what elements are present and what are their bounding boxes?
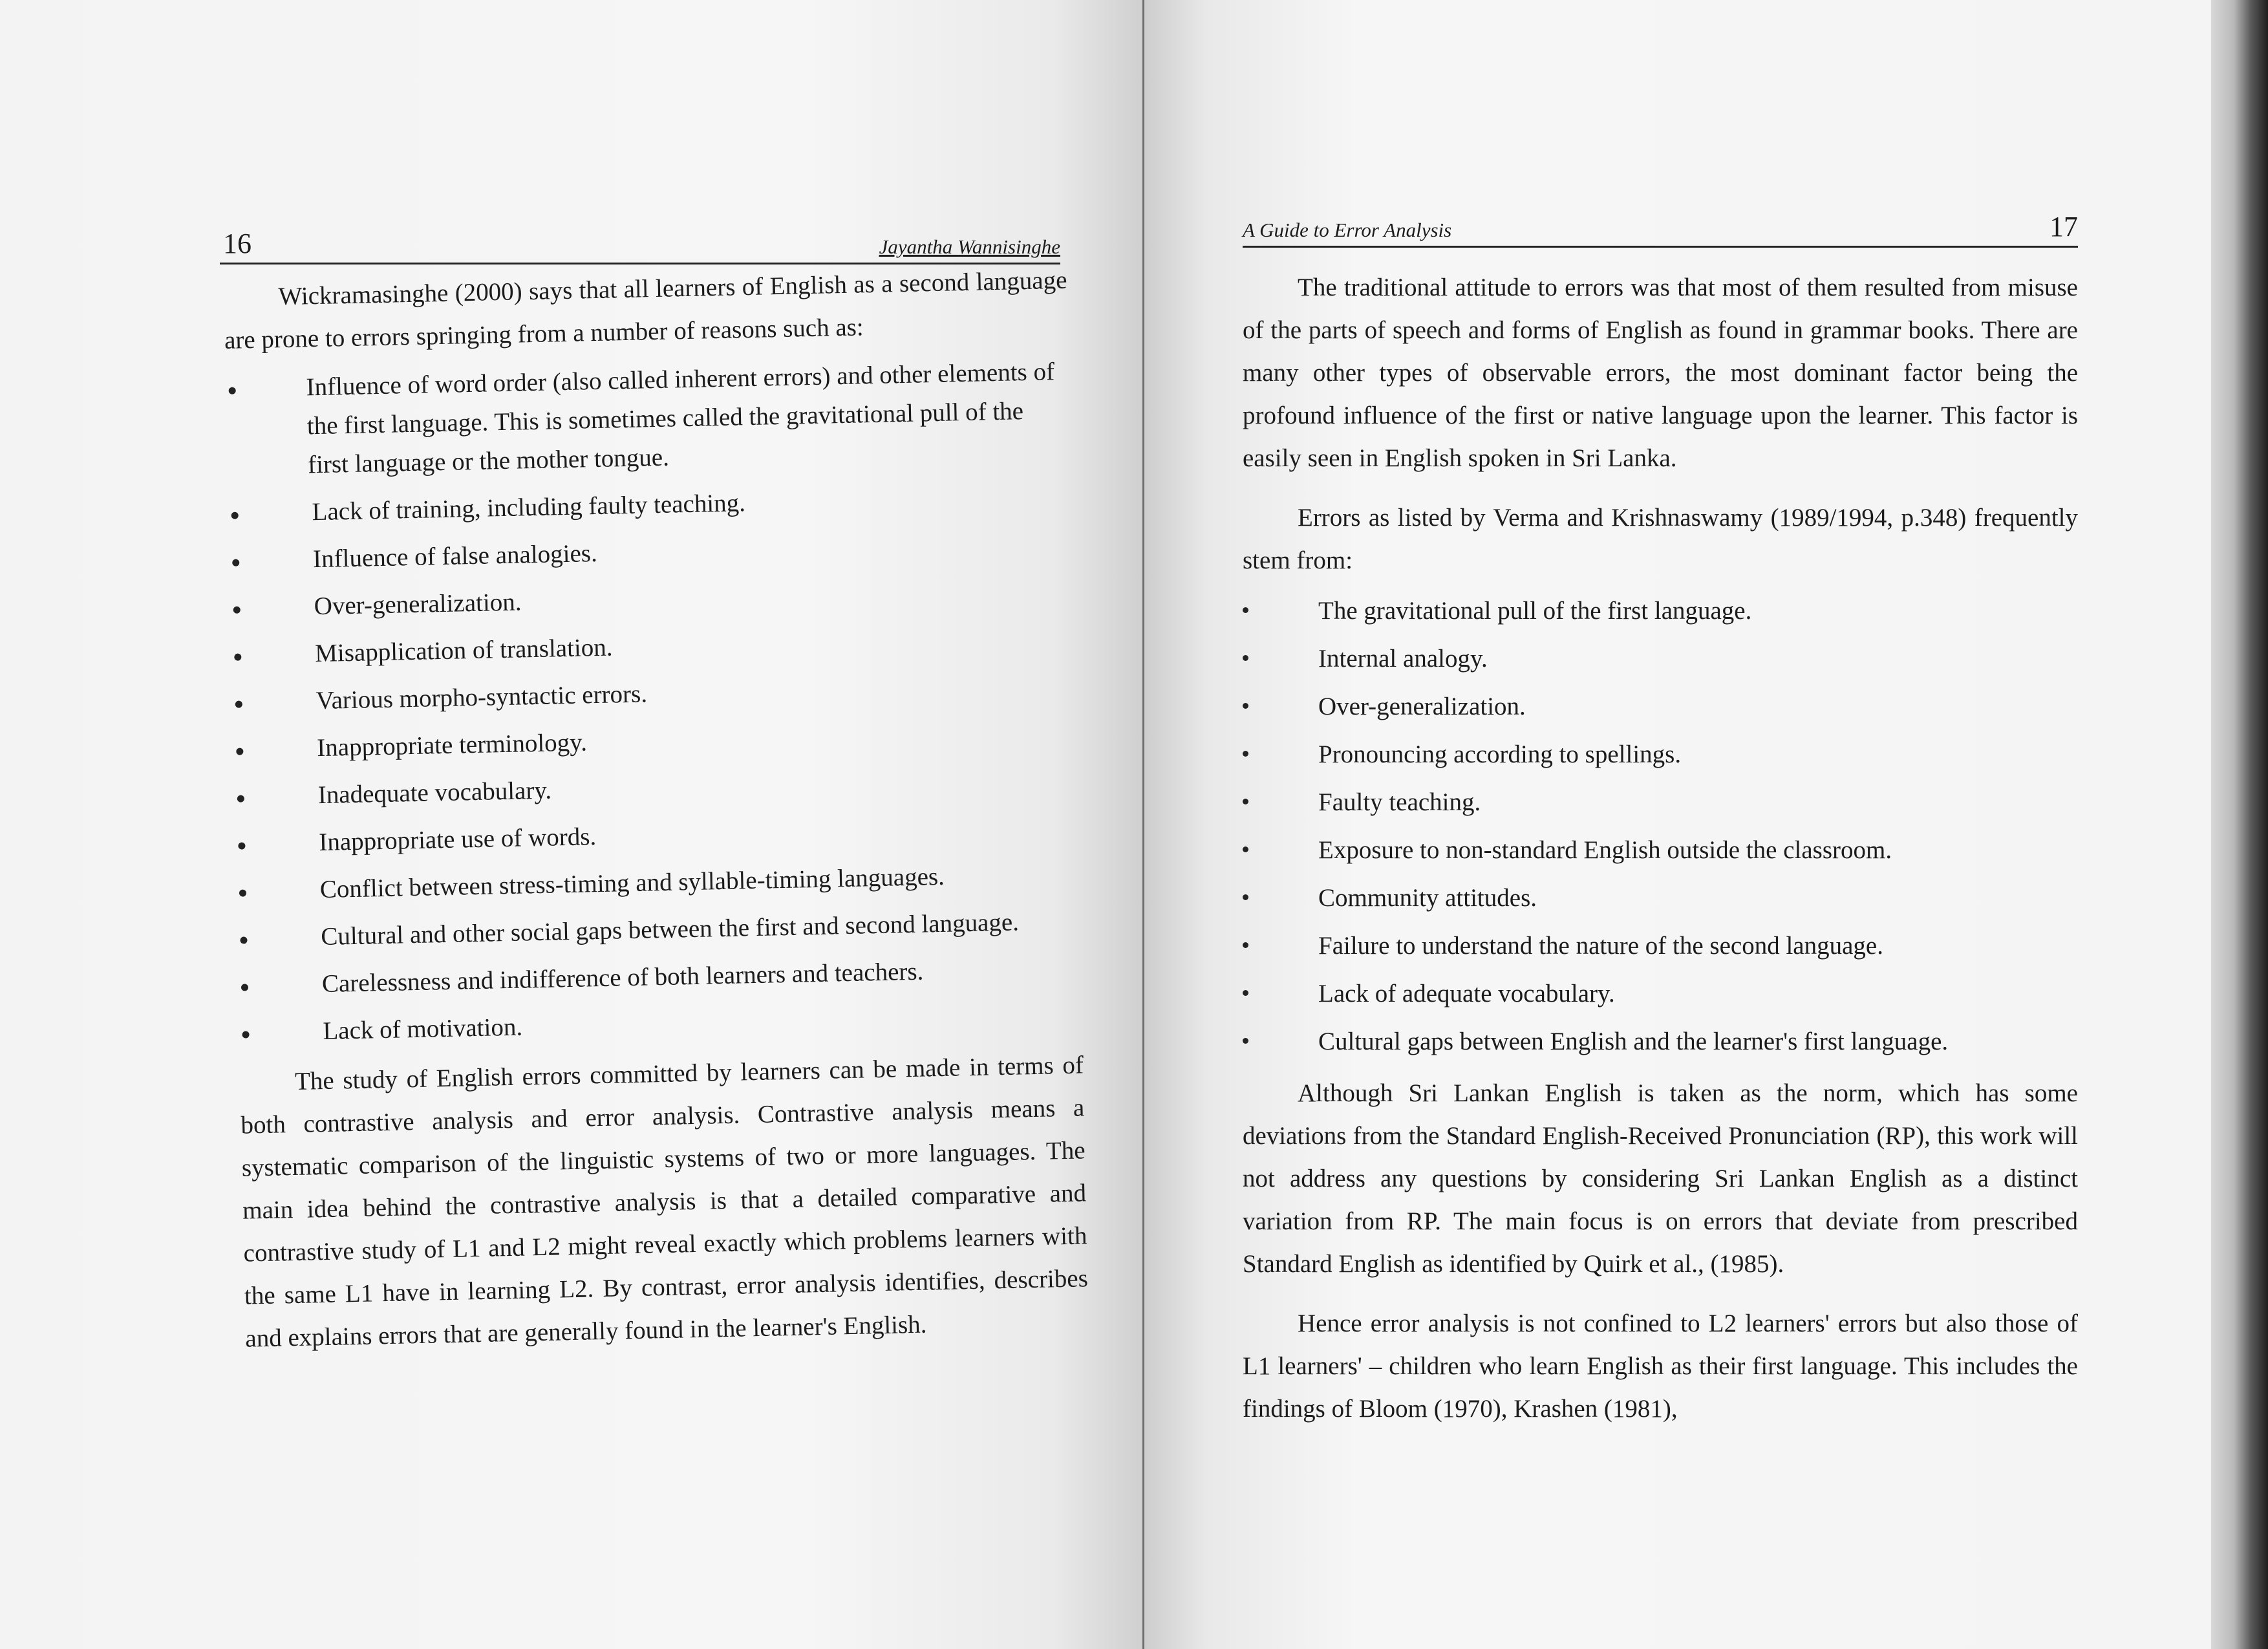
bullet-icon	[233, 607, 241, 614]
bullet-icon	[1243, 846, 1248, 852]
bullet-icon	[236, 748, 243, 755]
bullet-icon	[1243, 990, 1248, 996]
bullet-icon	[235, 701, 242, 708]
right-paragraph-1: The traditional attitude to errors was that most of them resulted from misuse of the parts of speech and forms of English as found in grammar books. There are many other types of observable errors, the most dominant factor being the profound influence of the first or native language upon the learner. This factor is easily seen in English spoken in Sri Lanka.	[1243, 274, 2078, 472]
list-item: Carelessness and indifference of both learners and teachers.	[237, 949, 1082, 1005]
scanner-edge-shadow	[2211, 0, 2268, 1649]
bullet-icon	[240, 936, 247, 943]
bullet-icon	[1243, 942, 1248, 948]
list-item: Conflict between stress-timing and syllable-timing languages.	[235, 854, 1080, 911]
bullet-icon	[1243, 799, 1248, 804]
list-item: Inappropriate terminology.	[233, 713, 1077, 770]
left-running-head: Jayantha Wannisinghe	[879, 235, 1060, 258]
right-paragraph-4: Hence error analysis is not confined to L2 learners' errors but also those of L1 learners' – children who learn English as their first language. This includes the findings of Bloom (1970), Krashen (1981),	[1243, 1310, 2078, 1423]
left-closing-paragraph: The study of English errors committed by learners can be made in terms of both contrastive analysis and error analysis. Contrastive analysis means a systematic comparison of the linguistic systems of two or more languages. The main idea behind the contrastive analysis is that a detailed comparative and contrastive study of L1 and L2 might reveal exactly which problems learners with the same L1 have in learning L2. By contrast, error analysis identifies, describes and explains errors that are generally found in the learner's English.	[241, 1051, 1089, 1353]
list-item: Influence of word order (also called inherent errors) and other elements of the first language. This is sometimes called the gravitational pull of the first language or the mother tongue.	[225, 352, 1071, 486]
left-intro-paragraph: Wickramasinghe (2000) says that all learners of English as a second language are prone to errors springing from a number of reasons such as:	[224, 266, 1067, 354]
list-item: Misapplication of translation.	[231, 619, 1075, 675]
list-item: Various morpho-syntactic errors.	[231, 666, 1076, 722]
left-page-body	[223, 259, 1089, 1361]
bullet-icon	[1243, 703, 1248, 709]
bullet-icon	[1243, 607, 1248, 613]
list-item: Failure to understand the nature of the second language.	[1243, 925, 2078, 967]
bullet-icon	[238, 842, 245, 849]
bullet-icon	[231, 512, 239, 519]
right-page-header	[1243, 207, 2078, 248]
left-page-number: 16	[223, 228, 251, 259]
bullet-icon	[1243, 751, 1248, 757]
list-item: Lack of adequate vocabulary.	[1243, 973, 2078, 1015]
list-item: Internal analogy.	[1243, 638, 2078, 680]
list-item: Cultural gaps between English and the learner's first language.	[1243, 1020, 2078, 1063]
right-paragraph-3: Although Sri Lankan English is taken as the norm, which has some deviations from the Standard English-Received Pronunciation (RP), this work will not address any questions by considering Sri Lankan English as a distinct variation from RP. The main focus is on errors that deviate from prescribed Standard English as identified by Quirk et al., (1985).	[1243, 1079, 2078, 1278]
list-item: Lack of training, including faulty teaching.	[228, 477, 1072, 534]
bullet-icon	[242, 1031, 249, 1038]
bullet-icon	[1243, 655, 1248, 661]
left-bullet-list	[225, 352, 1083, 1053]
list-item: Inappropriate use of words.	[235, 807, 1079, 863]
right-page-number: 17	[2049, 211, 2078, 242]
list-item: Influence of false analogies.	[229, 524, 1073, 581]
list-item: Pronouncing according to spellings.	[1243, 733, 2078, 776]
list-item: Exposure to non-standard English outside the classroom.	[1243, 829, 2078, 872]
list-item: Cultural and other social gaps between the first and second language.	[237, 901, 1081, 958]
bullet-icon	[1243, 1038, 1248, 1044]
bullet-icon	[241, 984, 248, 991]
list-item: Faulty teaching.	[1243, 781, 2078, 824]
bullet-icon	[237, 795, 244, 802]
right-bullet-list	[1243, 590, 2078, 1063]
left-page-header	[220, 224, 1060, 264]
list-item: The gravitational pull of the first language.	[1243, 590, 2078, 632]
list-item: Over-generalization.	[1243, 685, 2078, 728]
right-paragraph-2: Errors as listed by Verma and Krishnaswamy (1989/1994, p.348) frequently stem from:	[1243, 504, 2078, 574]
bullet-icon	[232, 559, 239, 566]
bullet-icon	[1243, 894, 1248, 900]
list-item: Community attitudes.	[1243, 877, 2078, 920]
list-item: Inadequate vocabulary.	[233, 760, 1078, 817]
bullet-icon	[234, 654, 241, 661]
bullet-icon	[239, 889, 246, 896]
bullet-icon	[229, 387, 236, 394]
list-item: Over-generalization.	[230, 572, 1074, 628]
list-item: Lack of motivation.	[239, 996, 1083, 1052]
right-running-head: A Guide to Error Analysis	[1243, 219, 1452, 241]
right-page-body	[1243, 266, 2078, 1430]
